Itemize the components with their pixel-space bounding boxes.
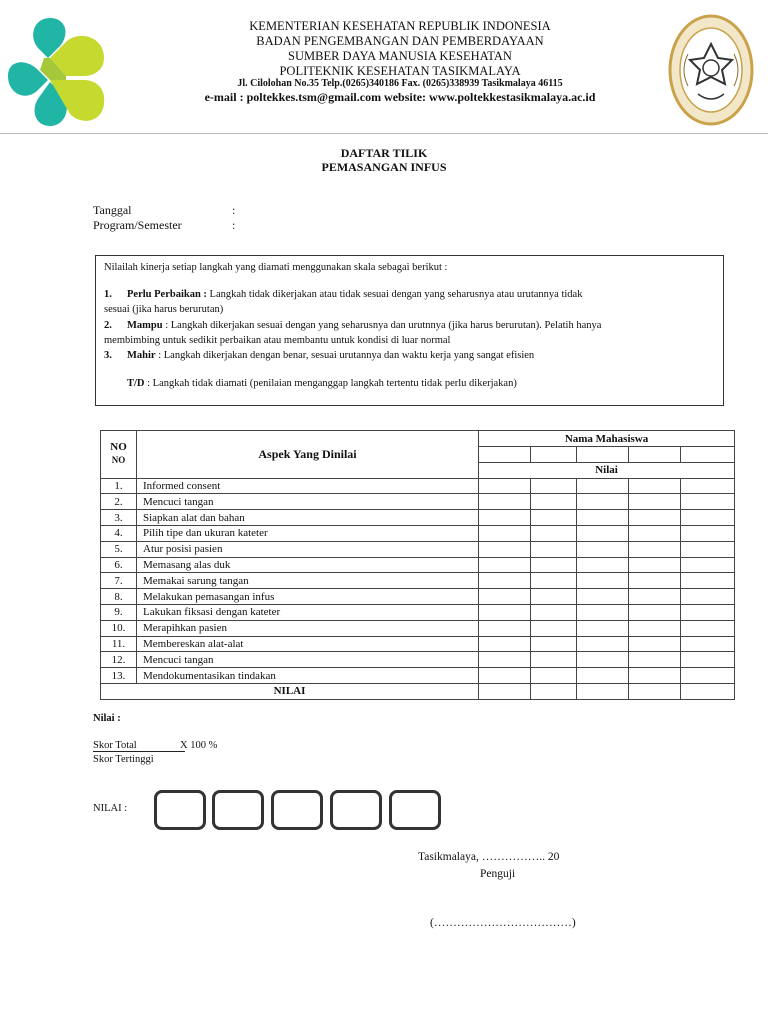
student-name-cell[interactable]	[531, 447, 577, 463]
total-row	[101, 683, 735, 699]
score-cell[interactable]	[629, 589, 681, 605]
program-colon: :	[232, 218, 236, 232]
header-ministry: KEMENTERIAN KESEHATAN REPUBLIK INDONESIA	[249, 19, 551, 33]
scale-item-3-num: 3.	[104, 350, 112, 361]
table-row	[101, 525, 735, 541]
row-number: 1.	[101, 478, 137, 494]
score-cell[interactable]	[479, 478, 531, 494]
row-number: 2.	[101, 494, 137, 510]
student-name-header: Nama Mahasiswa	[479, 431, 735, 447]
row-aspect: Merapihkan pasien	[137, 620, 479, 636]
score-cell[interactable]	[681, 636, 735, 652]
table-row	[101, 557, 735, 573]
row-number: 5.	[101, 541, 137, 557]
program-label: Program/Semester	[93, 218, 182, 232]
row-aspect: Membereskan alat-alat	[137, 636, 479, 652]
score-cell[interactable]	[577, 668, 629, 684]
total-label: NILAI	[101, 683, 479, 699]
total-score-cell[interactable]	[479, 683, 531, 699]
score-cell[interactable]	[681, 478, 735, 494]
aspect-header: Aspek Yang Dinilai	[137, 431, 479, 479]
score-cell[interactable]	[531, 478, 577, 494]
total-score-cell[interactable]	[629, 683, 681, 699]
score-cell[interactable]	[479, 557, 531, 573]
row-number: 7.	[101, 573, 137, 589]
row-aspect: Memasang alas duk	[137, 557, 479, 573]
score-cell[interactable]	[577, 620, 629, 636]
score-cell[interactable]	[531, 636, 577, 652]
score-cell[interactable]	[479, 494, 531, 510]
row-aspect: Siapkan alat dan bahan	[137, 510, 479, 526]
row-aspect: Melakukan pemasangan infus	[137, 589, 479, 605]
score-cell[interactable]	[629, 668, 681, 684]
place-date: Tasikmalaya, …………….. 20	[418, 851, 560, 863]
scale-item-1	[127, 287, 582, 302]
score-cell[interactable]	[531, 541, 577, 557]
scale-item-1-cont: sesuai (jika harus berurutan)	[104, 304, 224, 315]
scale-item-2-term: Mampu	[127, 320, 163, 331]
row-number: 13.	[101, 668, 137, 684]
score-cell[interactable]	[681, 510, 735, 526]
table-row	[101, 652, 735, 668]
score-cell[interactable]	[479, 636, 531, 652]
table-row	[101, 510, 735, 526]
row-number: 9.	[101, 604, 137, 620]
score-cell[interactable]	[577, 510, 629, 526]
score-cell[interactable]	[629, 510, 681, 526]
row-aspect: Lakukan fiksasi dengan kateter	[137, 604, 479, 620]
total-score-cell[interactable]	[577, 683, 629, 699]
scale-item-1-text: Langkah tidak dikerjakan atau tidak sesuai dengan yang seharusnya atau urutannya tidak	[206, 289, 583, 300]
formula-multiplier: X 100 %	[180, 740, 218, 751]
no-header	[101, 431, 137, 479]
score-cell[interactable]	[577, 494, 629, 510]
score-cell[interactable]	[531, 668, 577, 684]
scale-td-text: : Langkah tidak diamati (penilaian menganggap langkah tertentu tidak perlu dikerjakan)	[144, 378, 517, 389]
row-aspect: Mendokumentasikan tindakan	[137, 668, 479, 684]
scale-item-2-num: 2.	[104, 320, 112, 331]
score-cell[interactable]	[577, 525, 629, 541]
score-cell[interactable]	[681, 620, 735, 636]
student-name-cell[interactable]	[577, 447, 629, 463]
header-agency-sub: SUMBER DAYA MANUSIA KESEHATAN	[288, 49, 512, 63]
tanggal-label: Tanggal	[93, 203, 132, 217]
doc-subtitle: PEMASANGAN INFUS	[321, 160, 447, 174]
score-cell[interactable]	[629, 636, 681, 652]
tanggal-colon: :	[232, 203, 236, 217]
score-cell[interactable]	[479, 589, 531, 605]
row-number: 11.	[101, 636, 137, 652]
scale-item-3	[127, 348, 534, 363]
final-score-label: NILAI :	[93, 803, 128, 814]
table-row	[101, 573, 735, 589]
score-cell[interactable]	[577, 557, 629, 573]
scale-item-1-num: 1.	[104, 289, 112, 300]
score-cell[interactable]	[577, 589, 629, 605]
table-row	[101, 494, 735, 510]
scale-item-1-term: Perlu Perbaikan :	[127, 289, 207, 300]
score-cell[interactable]	[479, 573, 531, 589]
score-cell[interactable]	[681, 652, 735, 668]
row-aspect: Mencuci tangan	[137, 652, 479, 668]
row-aspect: Informed consent	[137, 478, 479, 494]
header-institution: POLITEKNIK KESEHATAN TASIKMALAYA	[279, 64, 521, 78]
table-row	[101, 668, 735, 684]
score-cell[interactable]	[479, 525, 531, 541]
scale-item-3-term: Mahir	[127, 350, 156, 361]
score-cell[interactable]	[479, 510, 531, 526]
score-cell[interactable]	[531, 604, 577, 620]
header-agency: BADAN PENGEMBANGAN DAN PEMBERDAYAAN	[256, 34, 544, 48]
no-header-line2: NO	[111, 455, 126, 466]
score-cell[interactable]	[681, 494, 735, 510]
row-number: 4.	[101, 525, 137, 541]
score-cell[interactable]	[629, 525, 681, 541]
row-aspect: Atur posisi pasien	[137, 541, 479, 557]
student-name-cell[interactable]	[479, 447, 531, 463]
table-row	[101, 604, 735, 620]
score-cell[interactable]	[479, 541, 531, 557]
score-cell[interactable]	[629, 557, 681, 573]
score-cell[interactable]	[531, 620, 577, 636]
formula-numerator: Skor Total	[93, 740, 185, 752]
header-address: Jl. Cilolohan No.35 Telp.(0265)340186 Fax. (0265)338939 Tasikmalaya 46115	[237, 78, 563, 89]
score-cell[interactable]	[681, 525, 735, 541]
score-digit-box[interactable]	[154, 790, 206, 830]
score-cell[interactable]	[629, 604, 681, 620]
score-header: Nilai	[479, 462, 735, 478]
row-number: 10.	[101, 620, 137, 636]
row-number: 3.	[101, 510, 137, 526]
score-cell[interactable]	[681, 604, 735, 620]
score-cell[interactable]	[531, 573, 577, 589]
score-cell[interactable]	[531, 510, 577, 526]
scale-intro: Nilailah kinerja setiap langkah yang diamati menggunakan skala sebagai berikut :	[104, 262, 448, 273]
score-cell[interactable]	[479, 652, 531, 668]
row-aspect: Mencuci tangan	[137, 494, 479, 510]
score-cell[interactable]	[629, 652, 681, 668]
examiner-name-line: (………………………………)	[430, 917, 576, 929]
table-row	[101, 589, 735, 605]
examiner-role: Penguji	[480, 868, 516, 880]
score-cell[interactable]	[629, 478, 681, 494]
table-row	[101, 636, 735, 652]
header-contact: e-mail : poltekkes.tsm@gmail.com website: www.poltekkestasikmalaya.ac.id	[204, 90, 596, 104]
score-digit-box[interactable]	[271, 790, 323, 830]
scale-item-2-cont: membimbing untuk sedikit perbaikan atau membantu untuk kondisi di luar normal	[104, 335, 451, 346]
score-cell[interactable]	[681, 557, 735, 573]
score-cell[interactable]	[629, 620, 681, 636]
score-digit-box[interactable]	[389, 790, 441, 830]
scale-td-term: T/D	[127, 378, 145, 389]
score-cell[interactable]	[531, 652, 577, 668]
score-cell[interactable]	[479, 604, 531, 620]
score-cell[interactable]	[629, 573, 681, 589]
score-cell[interactable]	[577, 636, 629, 652]
table-row	[101, 620, 735, 636]
score-cell[interactable]	[577, 573, 629, 589]
total-score-cell[interactable]	[681, 683, 735, 699]
table-row	[101, 541, 735, 557]
score-cell[interactable]	[531, 494, 577, 510]
score-cell[interactable]	[531, 589, 577, 605]
student-name-cell[interactable]	[629, 447, 681, 463]
score-cell[interactable]	[577, 541, 629, 557]
header-divider	[0, 133, 768, 134]
row-aspect: Memakai sarung tangan	[137, 573, 479, 589]
score-cell[interactable]	[479, 668, 531, 684]
score-cell[interactable]	[531, 557, 577, 573]
score-cell[interactable]	[577, 478, 629, 494]
assessment-table	[100, 430, 734, 698]
score-digit-box[interactable]	[212, 790, 264, 830]
score-cell[interactable]	[681, 573, 735, 589]
formula-denominator: Skor Tertinggi	[93, 754, 154, 765]
total-score-cell[interactable]	[531, 683, 577, 699]
scale-td	[127, 376, 517, 391]
scale-item-2	[127, 318, 601, 333]
score-cell[interactable]	[577, 604, 629, 620]
student-name-cell[interactable]	[681, 447, 735, 463]
score-digit-box[interactable]	[330, 790, 382, 830]
scale-item-2-text: : Langkah dikerjakan sesuai dengan yang seharusnya dan urutnnya (jika harus berurutan). Pelatih hanya	[162, 320, 602, 331]
score-cell[interactable]	[629, 494, 681, 510]
score-cell[interactable]	[629, 541, 681, 557]
scale-item-3-text: : Langkah dikerjakan dengan benar, sesuai urutannya dan waktu kerja yang sangat efisien	[155, 350, 535, 361]
score-cell[interactable]	[577, 652, 629, 668]
row-number: 6.	[101, 557, 137, 573]
no-header-line1: NO	[110, 441, 127, 454]
nilai-label: Nilai :	[93, 713, 121, 724]
row-number: 8.	[101, 589, 137, 605]
row-number: 12.	[101, 652, 137, 668]
score-cell[interactable]	[479, 620, 531, 636]
doc-title: DAFTAR TILIK	[340, 146, 428, 160]
score-cell[interactable]	[681, 589, 735, 605]
table-row	[101, 478, 735, 494]
score-cell[interactable]	[531, 525, 577, 541]
poltekkes-seal	[668, 14, 754, 126]
score-cell[interactable]	[681, 668, 735, 684]
score-cell[interactable]	[681, 541, 735, 557]
row-aspect: Pilih tipe dan ukuran kateter	[137, 525, 479, 541]
kemenkes-logo	[4, 14, 108, 130]
